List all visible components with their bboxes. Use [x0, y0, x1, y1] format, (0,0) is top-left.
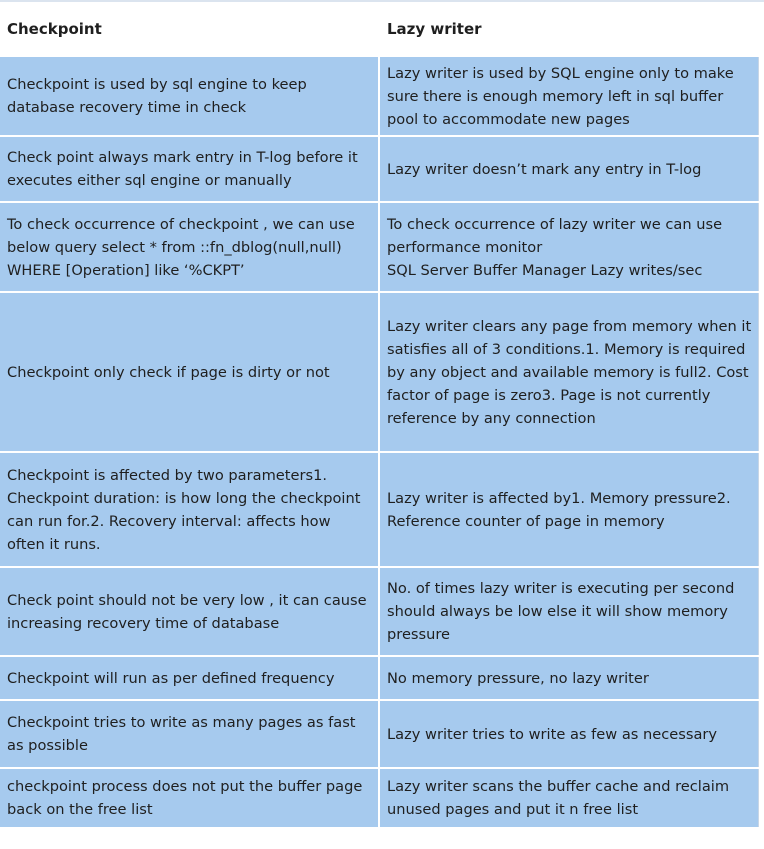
table-right-edge	[758, 701, 764, 767]
table-row	[0, 568, 764, 657]
checkpoint-cell: Check point always mark entry in T-log before it executes either sql engine or manually	[0, 137, 380, 201]
lazy-writer-cell: To check occurrence of lazy writer we can use performance monitor SQL Server Buffer Manager Lazy writes/sec	[380, 203, 758, 291]
checkpoint-cell: Checkpoint will run as per defined frequency	[0, 657, 380, 699]
table-right-edge	[758, 57, 764, 135]
table-right-edge	[758, 657, 764, 699]
header-checkpoint: Checkpoint	[0, 2, 380, 56]
lazy-writer-cell: No. of times lazy writer is executing per second should always be low else it will show memory pressure	[380, 568, 758, 655]
checkpoint-cell: Checkpoint only check if page is dirty or not	[0, 293, 380, 451]
table-row	[0, 137, 764, 203]
table-right-edge	[758, 293, 764, 451]
table-row	[0, 657, 764, 701]
checkpoint-cell: checkpoint process does not put the buffer page back on the free list	[0, 769, 380, 827]
table-right-edge	[758, 2, 764, 56]
table-right-edge	[758, 769, 764, 827]
lazy-writer-cell: Lazy writer is used by SQL engine only to make sure there is enough memory left in sql buffer pool to accommodate new pages	[380, 57, 758, 135]
table-header-row	[0, 0, 764, 57]
lazy-writer-cell: No memory pressure, no lazy writer	[380, 657, 758, 699]
table-row	[0, 453, 764, 568]
lazy-writer-cell: Lazy writer doesn’t mark any entry in T-log	[380, 137, 758, 201]
checkpoint-cell: Check point should not be very low , it can cause increasing recovery time of database	[0, 568, 380, 655]
table-right-edge	[758, 568, 764, 655]
checkpoint-cell: Checkpoint is used by sql engine to keep database recovery time in check	[0, 57, 380, 135]
table-row	[0, 769, 764, 829]
checkpoint-cell: Checkpoint is affected by two parameters1. Checkpoint duration: is how long the checkpoint can run for.2. Recovery interval: affects how often it runs.	[0, 453, 380, 566]
table-right-edge	[758, 453, 764, 566]
lazy-writer-cell: Lazy writer clears any page from memory when it satisfies all of 3 conditions.1. Memory is required by any object and available memory is full2. Cost factor of page is zero3. Page is not currently reference by any connection	[380, 293, 758, 451]
table-row	[0, 701, 764, 769]
table-right-edge	[758, 137, 764, 201]
header-lazy-writer: Lazy writer	[380, 2, 758, 56]
lazy-writer-cell: Lazy writer tries to write as few as necessary	[380, 701, 758, 767]
table-right-edge	[758, 203, 764, 291]
table-row	[0, 57, 764, 137]
lazy-writer-cell: Lazy writer is affected by1. Memory pressure2. Reference counter of page in memory	[380, 453, 758, 566]
checkpoint-cell: Checkpoint tries to write as many pages as fast as possible	[0, 701, 380, 767]
table-row	[0, 293, 764, 453]
checkpoint-cell: To check occurrence of checkpoint , we can use below query select * from ::fn_dblog(null,null) WHERE [Operation] like ‘%CKPT’	[0, 203, 380, 291]
lazy-writer-cell: Lazy writer scans the buffer cache and reclaim unused pages and put it n free list	[380, 769, 758, 827]
table-row	[0, 203, 764, 293]
